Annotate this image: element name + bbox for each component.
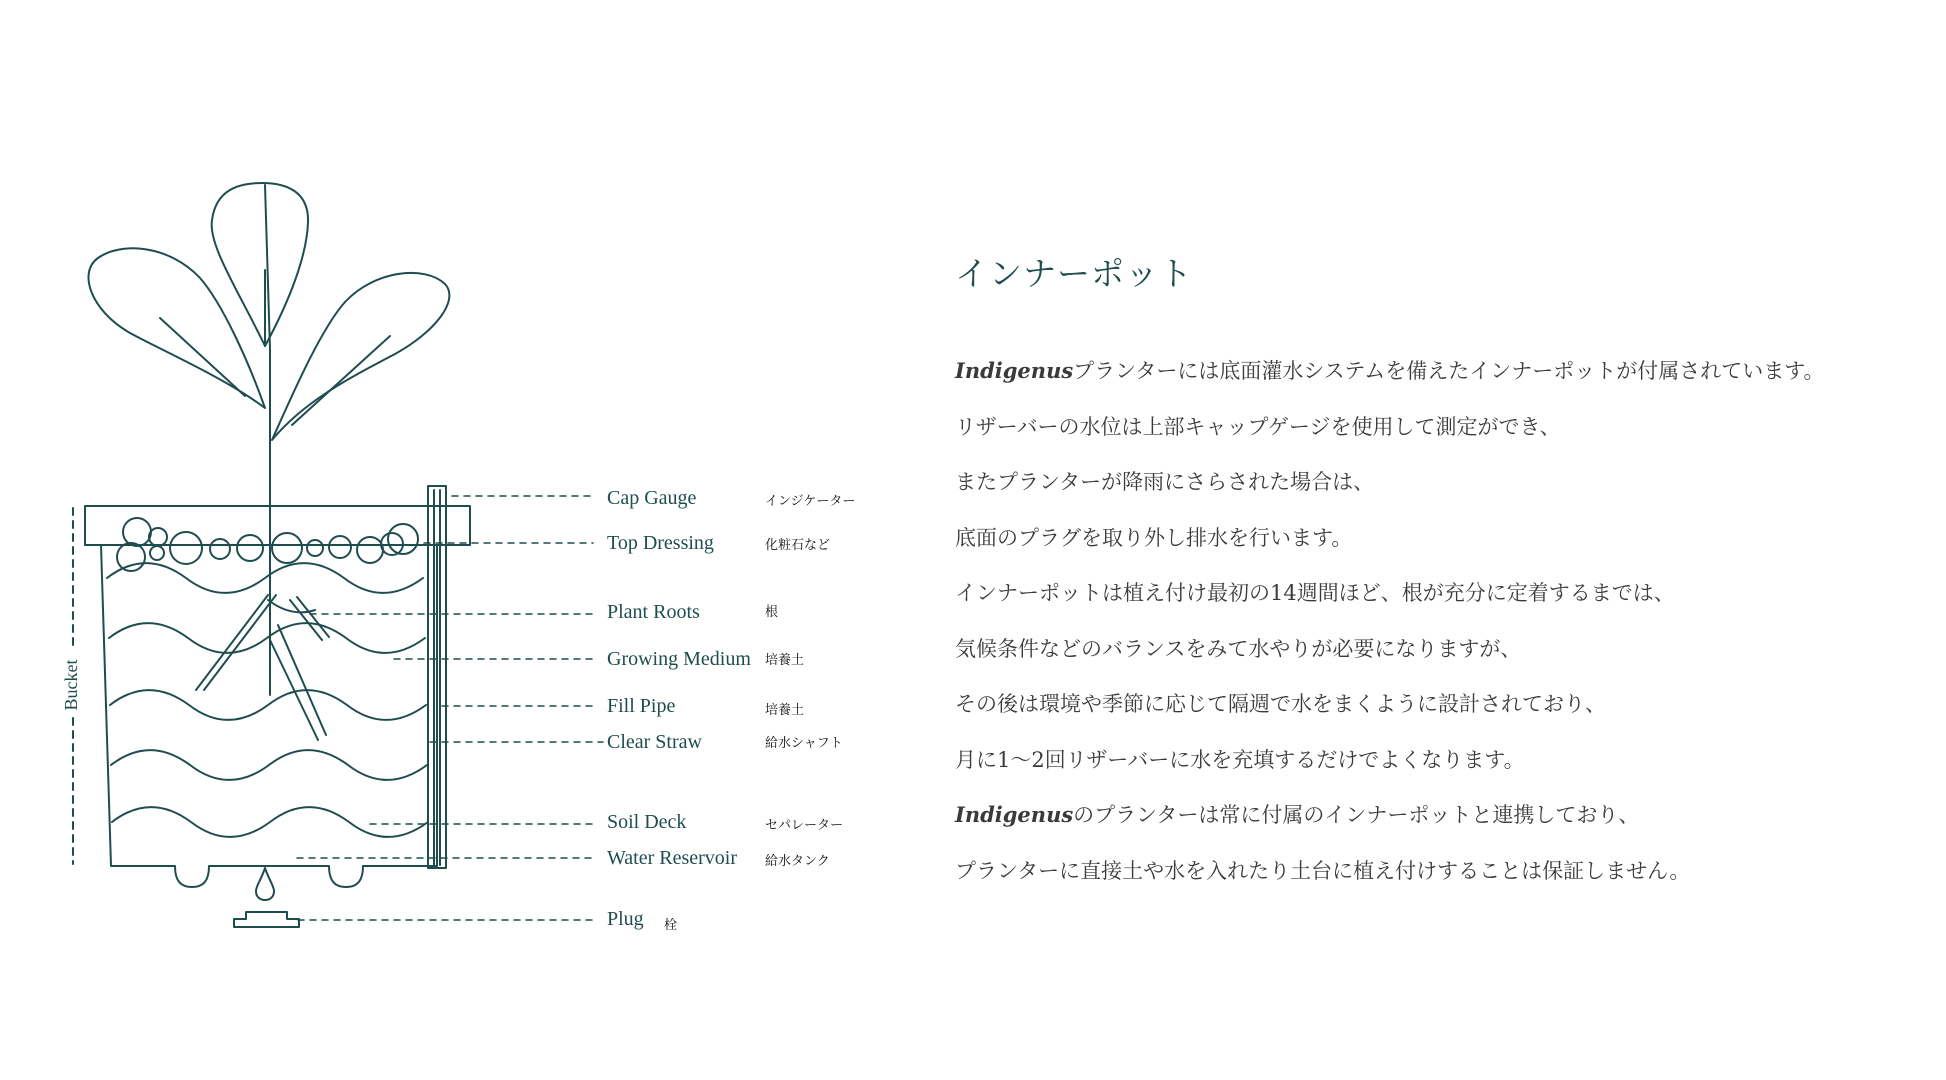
pot-rim [85,506,470,545]
label-clear-straw-jp: 給水シャフト [765,736,843,751]
label-top-dressing: Top Dressing [607,532,714,554]
soil-wave [111,750,427,780]
label-cap-gauge: Cap Gauge [607,487,697,509]
description-line [955,856,1825,912]
top-dressing-stone [117,543,145,571]
top-dressing-stone [272,533,302,563]
soil-wave [110,690,426,720]
description-line-text: プランターに直接土や水を入れたり土台に植え付けすることは保証しません。 [955,858,1691,883]
description-line [955,356,1825,412]
bucket-side-label: Bucket [61,659,81,711]
description-line-text: リザーバーの水位は上部キャップゲージを使用して測定ができ、 [955,414,1561,439]
soil-wave [109,623,425,653]
description-line [955,745,1825,801]
description-line [955,800,1825,856]
description-line [955,578,1825,634]
description-line [955,634,1825,690]
label-water-reservoir: Water Reservoir [607,847,737,869]
leaf-center [212,183,308,346]
leaf-left [88,248,265,408]
description-line-text: インナーポットは植え付け最初の14週間ほど、根が充分に定着するまでは、 [955,581,1675,605]
description-line-text: 月に1〜2回リザーバーに水を充填するだけでよくなります。 [955,747,1525,772]
leaf-right [272,273,449,440]
description-line [955,523,1825,579]
description-line [955,412,1825,468]
description-line [955,689,1825,745]
label-plant-roots-jp: 根 [765,605,779,620]
bucket-side-label-group [61,660,81,711]
description-text [955,356,1825,911]
label-soil-deck-jp: セパレーター [765,818,844,833]
label-cap-gauge-jp: インジケーター [765,494,856,509]
label-fill-pipe: Fill Pipe [607,695,676,717]
label-growing-medium: Growing Medium [607,648,751,670]
part-labels [607,487,855,933]
soil-wave [112,807,428,837]
plug-shape [234,912,299,927]
section-heading: インナーポット [955,254,1193,293]
label-fill-pipe-jp: 培養土 [765,703,805,718]
top-dressing-stone [170,532,202,564]
plant-illustration [88,183,449,695]
brand-name: Indigenus [955,358,1074,383]
top-dressing-stone [307,540,323,556]
top-dressing-stone [237,535,263,561]
top-dressing-stone [123,518,151,546]
leader-lines [297,496,603,920]
label-plug: Plug [607,908,644,930]
description-line [955,467,1825,523]
top-dressing-stone [357,537,383,563]
description-line-text: のプランターは常に付属のインナーポットと連携しており、 [1073,803,1640,827]
top-dressing-stone [329,536,351,558]
leaf-right-vein [292,336,390,425]
label-top-dressing-jp: 化粧石など [765,538,831,553]
description-line-text: 気候条件などのバランスをみて水やりが必要になりますが、 [955,636,1522,661]
label-plant-roots: Plant Roots [607,601,700,623]
top-dressing-stone [388,524,418,554]
description-line-text: またプランターが降雨にさらされた場合は、 [955,470,1375,494]
label-growing-medium-jp: 培養土 [765,653,805,668]
top-dressing-stone [210,539,230,559]
top-dressing-stone [150,546,164,560]
top-dressing-stone [149,528,167,546]
brand-name: Indigenus [955,802,1074,827]
label-clear-straw: Clear Straw [607,731,702,753]
description-line-text: プランターには底面灌水システムを備えたインナーポットが付属されています。 [1073,359,1825,383]
label-water-reservoir-jp: 給水タンク [765,854,830,869]
description-line-text: 底面のプラグを取り外し排水を行います。 [955,525,1353,550]
drip-drop [256,868,274,900]
soil-wave [107,563,423,593]
description-line-text: その後は環境や季節に応じて隔週で水をまくように設計されており、 [955,692,1606,716]
pot-illustration [85,486,470,927]
label-plug-jp: 栓 [664,918,678,933]
label-soil-deck: Soil Deck [607,811,687,833]
